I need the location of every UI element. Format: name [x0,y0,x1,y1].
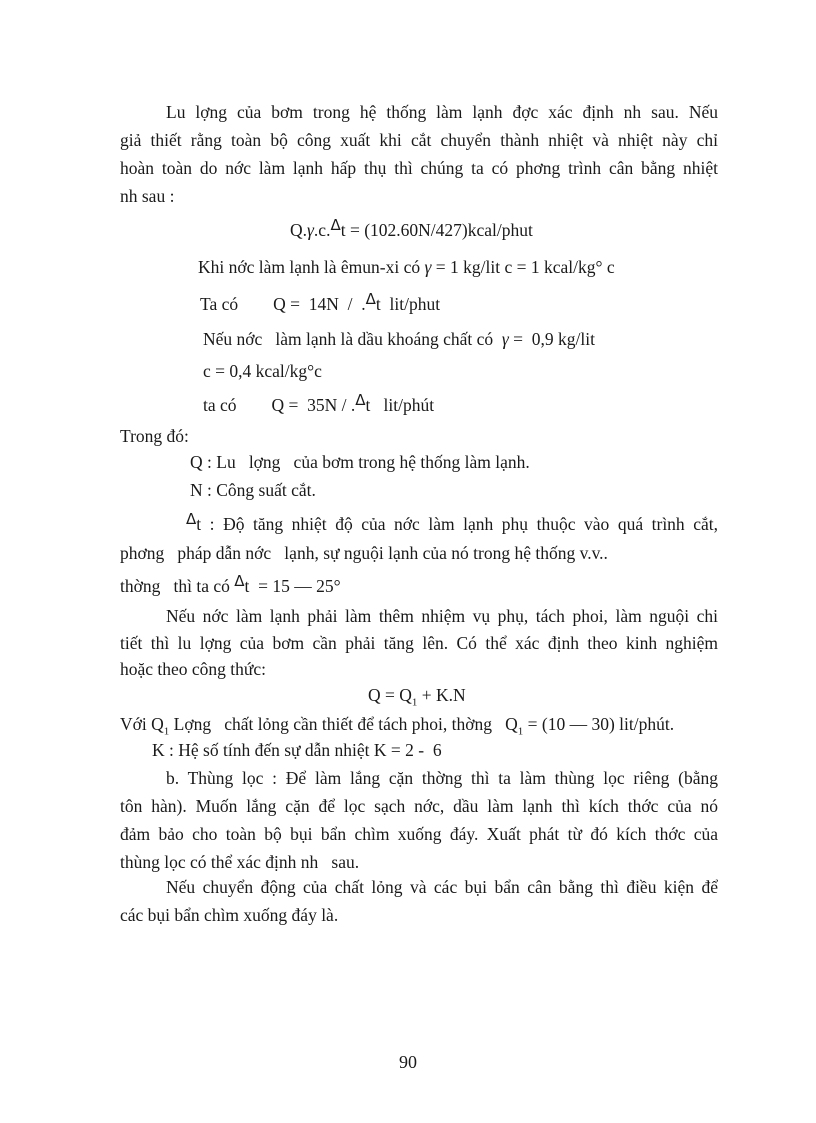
para1-line1: Lu lợng của bơm trong hệ thống làm lạnh đợc xác định nh sau. Nếu [166,102,718,122]
para1-line3: hoàn toàn do nớc làm lạnh hấp thụ thì chúng ta có phơng trình cân bằng nhiệt [120,158,718,178]
flow-emulsion: Ta có Q = 14N / .Δt lit/phut [200,290,441,314]
k-definition: K : Hệ số tính đến sự dẫn nhiệt K = 2 - 6 [152,740,442,760]
para1-line2: giả thiết rằng toàn bộ công xuất khi cắt chuyển thành nhiệt và nhiệt này chỉ [120,130,718,150]
page-number: 90 [399,1052,417,1072]
para3-line3: đảm bảo cho toàn bộ bụi bẩn chìm xuống đáy. Xuất phát từ đó kích thớc của [120,824,718,844]
emulsion-line: Khi nớc làm lạnh là êmun-xi có γ = 1 kg/lit c = 1 kcal/kg° c [198,257,615,277]
delta-symbol: Δ [234,572,245,590]
trong-do-heading: Trong đó: [120,426,189,446]
para3-line4: thùng lọc có thể xác định nh sau. [120,852,360,872]
q1-definition: Với $Q_1$ Lợng chất lỏng cần thiết để tách phoi, thờng $Q_1 = (10$ — 30) lit/phút. [120,714,675,738]
equation-flow: $Q = Q_1 + K.N$ [368,685,466,709]
para2-line1: Nếu nớc làm lạnh phải làm thêm nhiệm vụ phụ, tách phoi, làm nguội chi [166,606,718,626]
para1-line4: nh sau : [120,186,175,206]
delta-symbol: Δ [330,216,341,234]
equation-heat-balance: Q.γ.c.Δt = (102.60N/427)kcal/phut [290,216,533,240]
flow-oil: ta có Q = 35N / .Δt lit/phút [203,391,435,415]
para3-line2: tôn hàn). Muốn lắng cặn để lọc sạch nớc, dầu làm lạnh thì kích thớc của nó [120,796,718,816]
definition-delta-t: Δt : Độ tăng nhiệt độ của nớc làm lạnh phụ thuộc vào quá trình cắt, [186,510,718,534]
specific-heat-line: c = 0,4 kcal/kg°c [203,361,322,381]
delta-symbol: Δ [186,510,197,528]
delta-symbol: Δ [365,290,376,308]
para3-line1: b. Thùng lọc : Để làm lắng cặn thờng thì ta làm thùng lọc riêng (bằng [166,768,718,788]
definition-n: N : Công suất cắt. [190,480,316,500]
para2-line2: tiết thì lu lợng của bơm cần phải tăng lên. Có thể xác định theo kinh nghiệm [120,633,718,653]
para4-line1: Nếu chuyển động của chất lỏng và các bụi bẩn cân bằng thì điều kiện để [166,877,718,897]
para4-line2: các bụi bẩn chìm xuống đáy là. [120,905,339,925]
usual-delta-t: thờng thì ta có Δt = 15 — 25° [120,572,341,596]
definition-delta-t-cont: phơng pháp dẫn nớc lạnh, sự nguội lạnh của nó trong hệ thống v.v.. [120,543,608,563]
definition-q: Q : Lu lợng của bơm trong hệ thống làm lạnh. [190,452,530,472]
para2-line3: hoặc theo công thức: [120,659,267,679]
delta-symbol: Δ [355,391,366,409]
mineral-oil-line: Nếu nớc làm lạnh là dầu khoáng chất có γ = 0,9 kg/lit [203,329,595,349]
